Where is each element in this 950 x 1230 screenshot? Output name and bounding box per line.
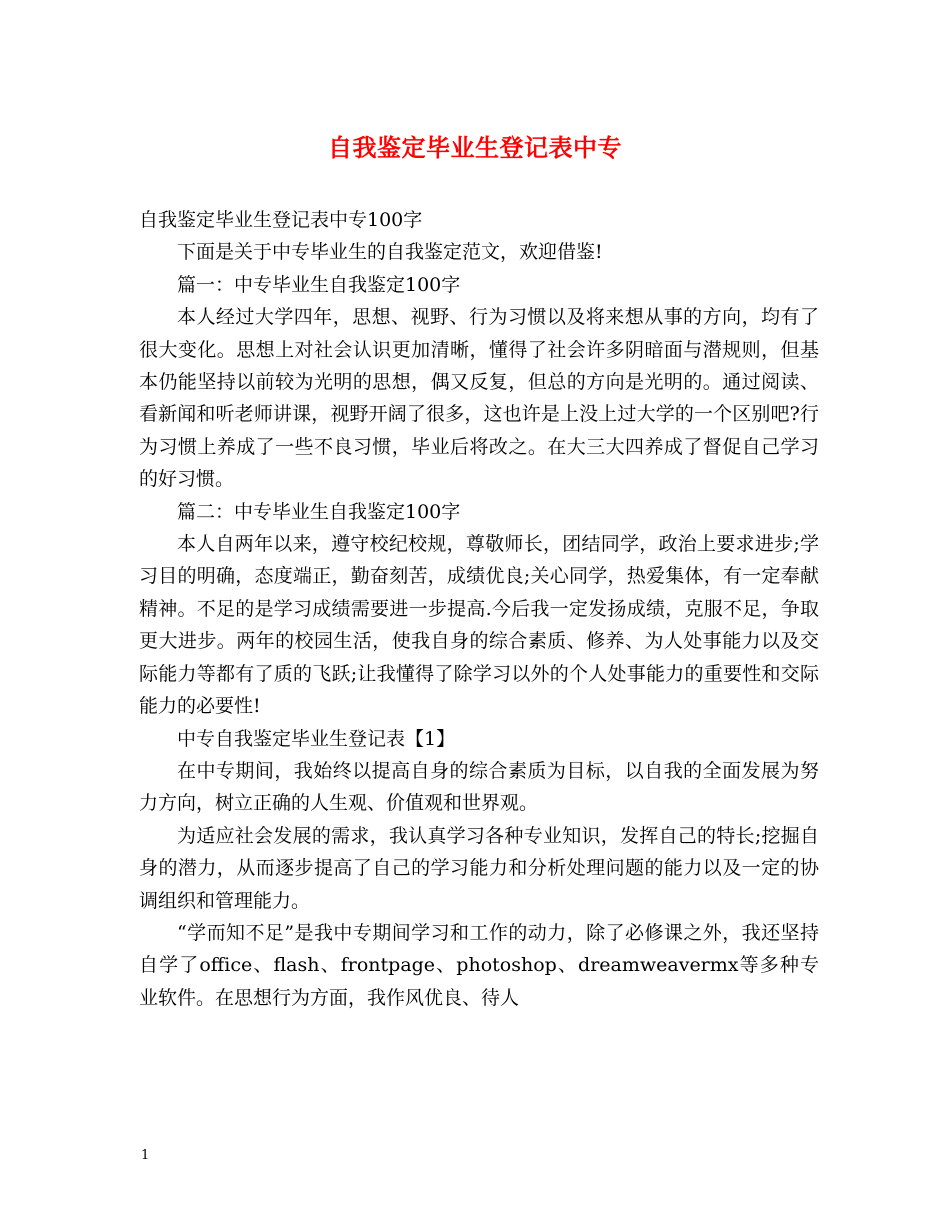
section-heading-1: 篇一：中专毕业生自我鉴定100字 — [177, 273, 461, 296]
subtitle-line: 自我鉴定毕业生登记表中专100字 — [139, 209, 423, 231]
document-body — [139, 204, 819, 1014]
intro-paragraph: 下面是关于中专毕业生的自我鉴定范文，欢迎借鉴! — [177, 241, 603, 264]
body-paragraph-1: 本人经过大学四年，思想、视野、行为习惯以及将来想从事的方向，均有了很大变化。思想上对社会认识更加清晰，懂得了社会许多阴暗面与潜规则，但基本仍能坚持以前较为光明的思想，偶又反复，但总的方向是光明的。通过阅读、看新闻和听老师讲课，视野开阔了很多，这也许是上没上过大学的一个区别吧?行为习惯上养成了一些不良习惯，毕业后将改之。在大三大四养成了督促自己学习的好习惯。 — [139, 306, 819, 491]
body-paragraph-2: 本人自两年以来，遵守校纪校规，尊敬师长，团结同学，政治上要求进步;学习目的明确，态度端正，勤奋刻苦，成绩优良;关心同学，热爱集体，有一定奉献精神。不足的是学习成绩需要进一步提高.今后我一定发扬成绩，克服不足，争取更大进步。两年的校园生活，使我自身的综合素质、修养、为人处事能力以及交际能力等都有了质的飞跃;让我懂得了除学习以外的个人处事能力的重要性和交际能力的必要性! — [139, 533, 819, 718]
body-paragraph-3: 在中专期间，我始终以提高自身的综合素质为目标，以自我的全面发展为努力方向，树立正确的人生观、价值观和世界观。 — [139, 759, 819, 815]
section-heading-3: 中专自我鉴定毕业生登记表【1】 — [177, 727, 456, 750]
body-paragraph-4: 为适应社会发展的需求，我认真学习各种专业知识，发挥自己的特长;挖掘自身的潜力，从而逐步提高了自己的学习能力和分析处理问题的能力以及一定的协调组织和管理能力。 — [139, 824, 819, 912]
section-heading-2: 篇二：中专毕业生自我鉴定100字 — [177, 500, 461, 523]
document-title: 自我鉴定毕业生登记表中专 — [328, 133, 622, 162]
page-number: 1 — [141, 1148, 150, 1163]
body-paragraph-5: “学而知不足”是我中专期间学习和工作的动力，除了必修课之外，我还坚持自学了office、flash、frontpage、photoshop、dreamweavermx等多种专业软件。在思想行为方面，我作风优良、待人 — [139, 921, 819, 1009]
